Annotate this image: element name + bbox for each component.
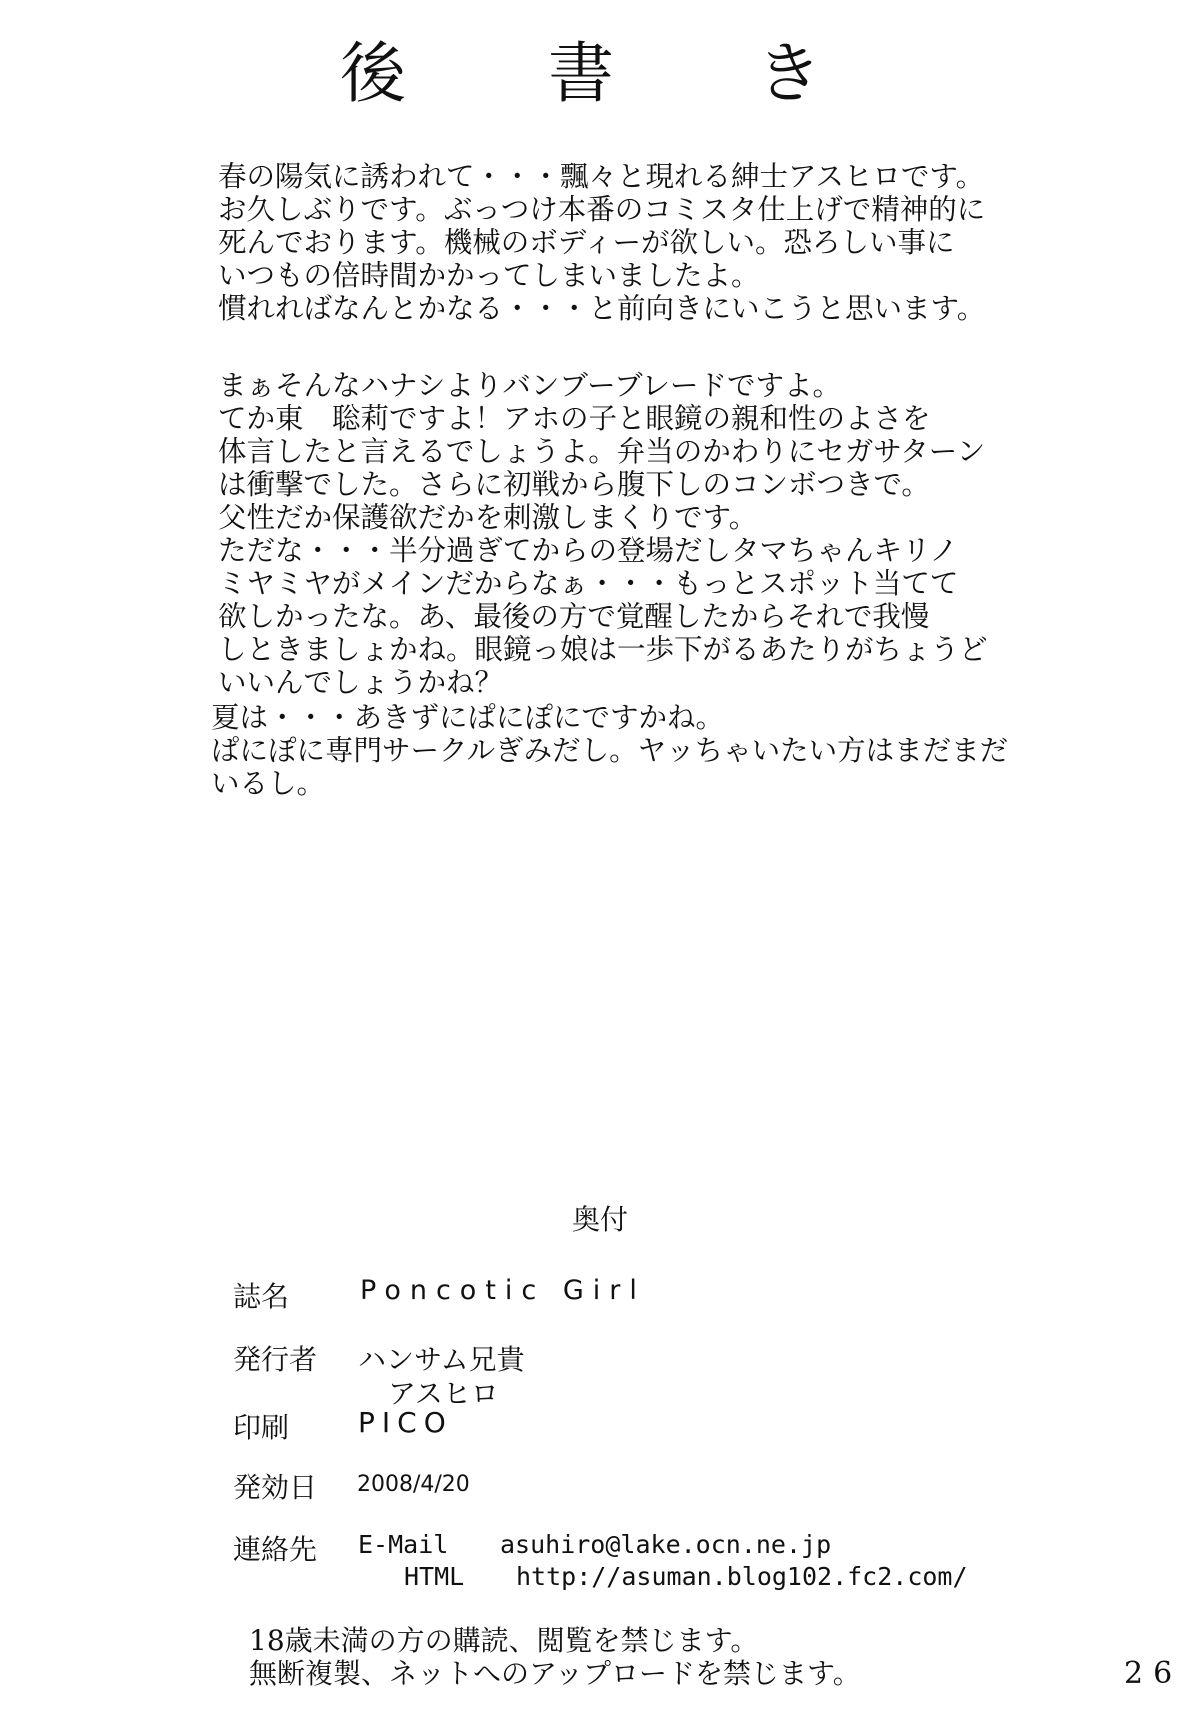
afterword-paragraph-2: まぁそんなハナシよりバンブーブレードですよ。 てか東 聡莉ですよ！アホの子と眼鏡の親和性のよさを 体言したと言えるでしょうよ。弁当のかわりにセガサターン は衝撃でした。さらに初戦から腹下しのコンボつきで。 父性だか保護欲だかを刺激しまくりです。 ただな・・・半分過ぎてからの登場だしタマちゃんキリノ ミヤミヤがメインだからなぁ・・・もっとスポット当てて 欲しかったな。あ、最後の方で覚醒したからそれで我慢 しときましょかね。眼鏡っ娘は一歩下がるあたりがちょうど いいんでしょうかね？ <box>218 369 988 699</box>
email-key: E-Mail <box>358 1530 449 1559</box>
date-label: 発効日 <box>233 1471 318 1504</box>
publisher-author: アスヒロ <box>388 1377 499 1410</box>
publisher-circle: ハンサム兄貴 <box>358 1343 525 1376</box>
printer-value: PICO <box>358 1406 453 1439</box>
printer-label: 印刷 <box>233 1411 290 1444</box>
email-value: asuhiro@lake.ocn.ne.jp <box>500 1530 832 1559</box>
age-notice: 18歳未満の方の購読、閲覧を禁じます。 <box>249 1624 759 1657</box>
contact-label: 連絡先 <box>233 1533 318 1566</box>
html-value: http://asuman.blog102.fc2.com/ <box>516 1562 968 1591</box>
title-label: 誌名 <box>233 1280 290 1313</box>
afterword-paragraph-3: 夏は・・・あきずにぱにぽにですかね。 ぱにぽに専門サークルぎみだし。ヤッちゃいたい方はまだまだ いるし。 <box>211 701 1009 800</box>
html-key: HTML <box>404 1562 465 1591</box>
afterword-paragraph-1: 春の陽気に誘われて・・・飄々と現れる紳士アスヒロです。 お久しぶりです。ぶっつけ本番のコミスタ仕上げで精神的に 死んでおります。機械のボディーが欲しい。恐ろしい事に いつもの倍時間かかってしまいましたよ。 慣れればなんとかなる・・・と前向きにいこうと思います。 <box>218 160 986 325</box>
page-number: 26 <box>1124 1656 1183 1691</box>
page-title: 後 書 き <box>340 35 860 112</box>
colophon-heading: 奥付 <box>571 1203 628 1236</box>
copy-notice: 無断複製、ネットへのアップロードを禁じます。 <box>249 1657 861 1690</box>
publisher-label: 発行者 <box>233 1343 318 1376</box>
date-value: 2008/4/20 <box>357 1472 470 1497</box>
title-value: Poncotic Girl <box>360 1275 646 1306</box>
